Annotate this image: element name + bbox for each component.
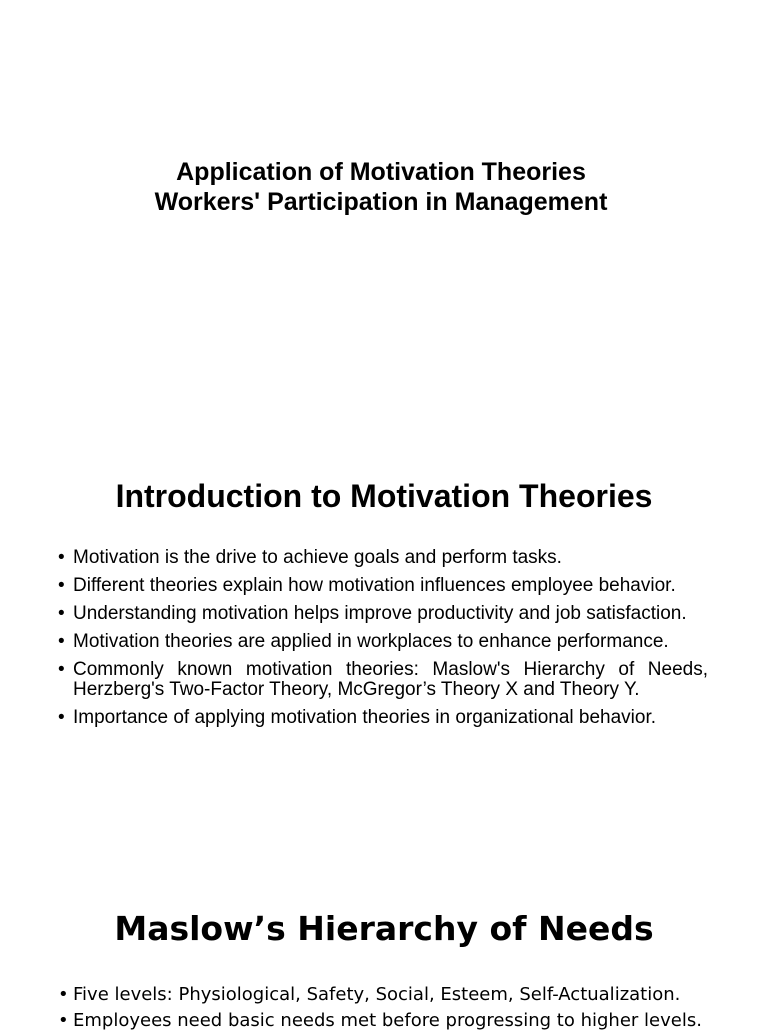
bullet-icon: • [58,575,65,596]
intro-heading: Introduction to Motivation Theories [115,478,653,514]
list-item [58,983,708,1007]
bullet-icon: • [58,547,65,568]
bullet-text: Five levels: Physiological, Safety, Social, Esteem, Self-Actualization. [73,984,681,1005]
maslow-heading: Maslow’s Hierarchy of Needs [114,909,654,948]
list-item [58,1009,708,1033]
bullet-icon: • [58,659,65,680]
bullet-text: Employees need basic needs met before progressing to higher levels. [73,1010,702,1031]
bullet-text: Motivation theories are applied in workplaces to enhance performance. [73,631,669,652]
bullet-text: Commonly known motivation theories: Maslow's Hierarchy of Needs, Herzberg's Two-Factor Theory, McGregor’s Theory X and Theory Y. [73,659,708,700]
bullet-text: Understanding motivation helps improve productivity and job satisfaction. [73,603,687,624]
intro-bullet-list [58,548,708,736]
bullet-icon: • [58,631,65,652]
bullet-text: Motivation is the drive to achieve goals and perform tasks. [73,547,562,568]
cover-title-line-2: Workers' Participation in Management [154,188,608,216]
bullet-icon: • [58,707,65,728]
list-item [58,576,708,596]
bullet-icon: • [58,603,65,624]
list-item [58,548,708,568]
bullet-text: Importance of applying motivation theories in organizational behavior. [73,707,657,728]
list-item [58,604,708,624]
list-item [58,660,708,700]
cover-title-line-1: Application of Motivation Theories [176,158,586,186]
list-item [58,708,708,728]
bullet-icon: • [58,1010,69,1031]
cover-title [0,157,768,217]
bullet-text: Different theories explain how motivation influences employee behavior. [73,575,676,596]
list-item [58,632,708,652]
bullet-icon: • [58,984,69,1005]
maslow-bullet-list [58,983,708,1035]
